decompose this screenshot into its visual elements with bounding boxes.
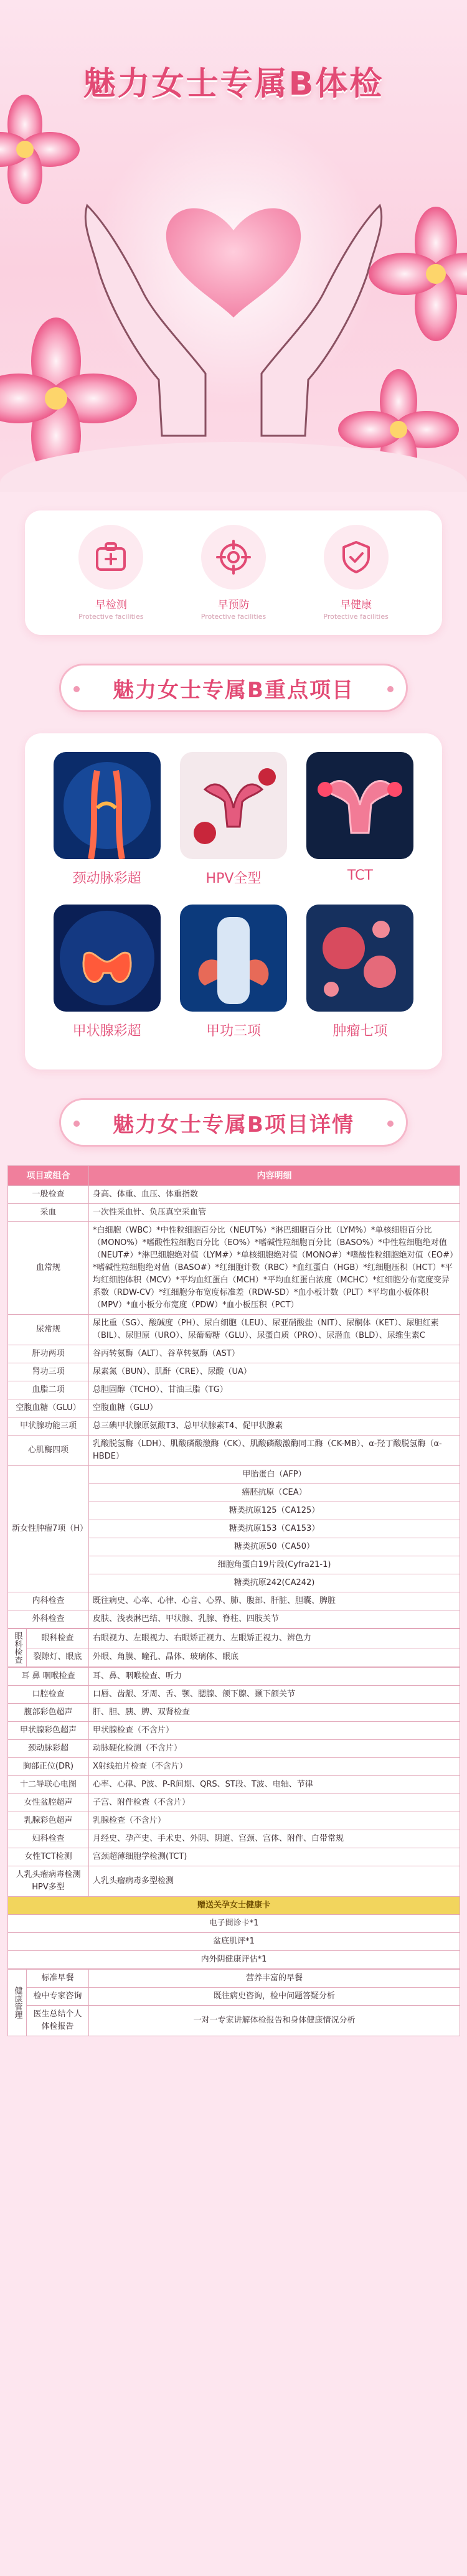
row-category: 妇科检查 (8, 1830, 89, 1848)
benefit-sub: Protective facilities (200, 613, 267, 621)
shield-check-icon (337, 538, 375, 576)
row-content: 外眼、角膜、瞳孔、晶体、玻璃体、眼底 (89, 1648, 460, 1667)
table-row (8, 1915, 460, 1933)
key-item-label: HPV全型 (205, 871, 262, 886)
table-row (8, 1988, 460, 2006)
tumor-item: 糖类抗原125（CA125） (89, 1502, 460, 1520)
table-row (8, 1812, 460, 1830)
row-category: 甲状腺彩色超声 (8, 1722, 89, 1740)
row-content: 身高、体重、血压、体重指数 (89, 1186, 460, 1204)
row-category: 腹部彩色超声 (8, 1704, 89, 1722)
table-row (8, 1686, 460, 1704)
table-row (8, 1629, 460, 1648)
detail-table-2 (7, 1667, 460, 1969)
row-category: 女性盆腔超声 (8, 1794, 89, 1812)
row-category: 颈动脉彩超 (8, 1740, 89, 1758)
tumor-item: 糖类抗原50（CA50） (89, 1538, 460, 1556)
row-category: 乳腺彩色超声 (8, 1812, 89, 1830)
eye-group-label: 眼科检查 (8, 1629, 27, 1667)
table-row (8, 1740, 460, 1758)
tumor-item: 癌胚抗原（CEA） (89, 1484, 460, 1502)
table-row (8, 1776, 460, 1794)
benefits-card (25, 510, 442, 635)
benefit-sub: Protective facilities (78, 613, 144, 621)
table-row (8, 1345, 460, 1363)
row-category: 尿常规 (8, 1315, 89, 1345)
table-row (8, 2006, 460, 2036)
row-content: X射线拍片检查（不含片） (89, 1758, 460, 1776)
benefit-early-detection (61, 525, 161, 621)
row-content: 月经史、孕产史、手术史、外阴、阴道、宫颈、宫体、附件、白带常规 (89, 1830, 460, 1848)
row-category: 耳 鼻 咽喉检查 (8, 1668, 89, 1686)
table-row (8, 1610, 460, 1629)
page-title: 魅力女士专属B体检 (83, 65, 384, 103)
table-header-row (8, 1166, 460, 1186)
table-row (8, 1704, 460, 1722)
key-item-thyroid[interactable] (44, 905, 170, 1057)
table-row (8, 1399, 460, 1417)
table-row (8, 1592, 460, 1610)
row-category: 一般检查 (8, 1186, 89, 1204)
thyroid-function-image (180, 905, 287, 1012)
hero-banner (0, 0, 467, 492)
table-row (8, 1794, 460, 1812)
tumor-cells-image (306, 905, 413, 1012)
detail-table-wrap (7, 1165, 460, 2036)
key-items-title: 魅力女士专属B重点项目 (59, 664, 408, 712)
row-category: 医生总结个人体检报告 (27, 2006, 89, 2036)
row-content: 肝、胆、胰、脾、双肾检查 (89, 1704, 460, 1722)
row-category: 外科检查 (8, 1610, 89, 1629)
table-row (8, 1315, 460, 1345)
row-category: 人乳头瘤病毒检测HPV多型 (8, 1866, 89, 1897)
row-category: 空腹血糖（GLU） (8, 1399, 89, 1417)
key-item-label: 颈动脉彩超 (72, 871, 141, 886)
row-content: 营养丰富的早餐 (89, 1970, 460, 1988)
benefit-early-prevention (184, 525, 283, 621)
row-category: 内科检查 (8, 1592, 89, 1610)
table-row (8, 1417, 460, 1436)
row-content: 空腹血糖（GLU） (89, 1399, 460, 1417)
row-category: 标准早餐 (27, 1970, 89, 1988)
detail-title: 魅力女士专属B项目详情 (59, 1098, 408, 1147)
target-icon (215, 538, 252, 576)
row-content: 既往病史、心率、心律、心音、心界、肺、腹部、肝脏、胆囊、脾脏 (89, 1592, 460, 1610)
detail-table (7, 1165, 460, 1629)
row-content: 总胆固醇（TCHO）、甘油三脂（TG） (89, 1381, 460, 1399)
thyroid-image (54, 905, 161, 1012)
key-item-thyroid-function[interactable] (170, 905, 296, 1057)
gift-title: 赠送关孕女士健康卡 (8, 1897, 460, 1915)
tumor-item: 糖类抗原242(CA242) (89, 1574, 460, 1592)
table-row (8, 1866, 460, 1897)
gift-item: 盆底肌评*1 (8, 1933, 460, 1951)
row-content: 耳、鼻、咽喉检查、听力 (89, 1668, 460, 1686)
table-row (8, 1970, 460, 1988)
table-row (8, 1381, 460, 1399)
row-content: 甲状腺检查（不含片） (89, 1722, 460, 1740)
eye-table (7, 1629, 460, 1667)
row-category: 肾功三项 (8, 1363, 89, 1381)
tumor-item: 细胞角蛋白19片段(Cyfra21-1) (89, 1556, 460, 1574)
row-content: 右眼视力、左眼视力、右眼矫正视力、左眼矫正视力、辨色力 (89, 1629, 460, 1648)
benefit-sub: Protective facilities (323, 613, 389, 621)
header-category: 项目或组合 (8, 1166, 89, 1186)
row-category: 甲状腺功能三项 (8, 1417, 89, 1436)
row-content: 口唇、齿龈、牙周、舌、颚、腮腺、颌下腺、颞下颌关节 (89, 1686, 460, 1704)
key-item-label: TCT (347, 868, 373, 883)
benefit-early-health (306, 525, 406, 621)
benefit-label: 早预防 (217, 599, 250, 611)
table-row (8, 1466, 460, 1484)
table-row (8, 1668, 460, 1686)
table-row (8, 1186, 460, 1204)
row-category: 新女性肿瘤7项（H） (8, 1466, 89, 1592)
first-aid-kit-icon (92, 538, 130, 576)
row-content: 子宫、附件检查（不含片） (89, 1794, 460, 1812)
row-content: 尿素氮（BUN）、肌酐（CRE）、尿酸（UA） (89, 1363, 460, 1381)
row-content: 宫颈超薄细胞学检测(TCT) (89, 1848, 460, 1866)
health-table (7, 1969, 460, 2036)
tumor-item: 糖类抗原153（CA153） (89, 1520, 460, 1538)
row-content: 一次性采血针、负压真空采血管 (89, 1204, 460, 1222)
key-item-hpv[interactable] (170, 752, 296, 905)
row-category: 十二导联心电图 (8, 1776, 89, 1794)
key-item-carotid[interactable] (44, 752, 170, 905)
gift-item: 内外阴健康评估*1 (8, 1951, 460, 1969)
row-category: 采血 (8, 1204, 89, 1222)
row-content: 既往病史咨询，检中问题答疑分析 (89, 1988, 460, 2006)
row-content: 尿比重（SG）、酸碱度（PH）、尿白细胞（LEU）、尿亚硝酸盐（NIT）、尿酮体（KET）、尿胆红素（BIL）、尿胆原（URO）、尿葡萄糖（GLU）、尿蛋白质（PRO）、尿潜血（BLD）、尿维生素C (89, 1315, 460, 1345)
table-row (8, 1363, 460, 1381)
flower-left-top (0, 95, 80, 204)
table-row (8, 1722, 460, 1740)
table-row (8, 1204, 460, 1222)
table-row (8, 1951, 460, 1969)
row-category: 口腔检查 (8, 1686, 89, 1704)
row-content: 人乳头瘤病毒多型检测 (89, 1866, 460, 1897)
row-category: 检中专家咨询 (27, 1988, 89, 2006)
key-item-label: 甲状腺彩超 (72, 1023, 141, 1039)
table-row (8, 1848, 460, 1866)
row-content: *白细胞（WBC）*中性粒细胞百分比（NEUT%）*淋巴细胞百分比（LYM%）*单核细胞百分比（MONO%）*嗜酸性粒细胞百分比（EO%）*嗜碱性粒细胞百分比（BASO%）*中性粒细胞绝对值（NEUT#）*淋巴细胞绝对值（LYM#）*单核细胞绝对值（MONO#）*嗜酸性粒细胞绝对值（EO#）*嗜碱性粒细胞绝对值（BASO#）*红细胞计数（RBC）*血红蛋白（HGB）*红细胞压积（HCT）*平均红细胞体积（MCV）*平均血红蛋白（MCH）*平均血红蛋白浓度（MCHC）*红细胞分布宽度变异系数（RDW-CV）*红细胞分布宽度标准差（RDW-SD）*血小板计数（PLT）*平均血小板体积（MPV）*血小板分布宽度（PDW）*血小板压积（PCT） (89, 1222, 460, 1315)
row-content: 总三碘甲状腺原氨酸T3、总甲状腺素T4、促甲状腺素 (89, 1417, 460, 1436)
uterus-image (180, 752, 287, 859)
tumor-item: 甲胎蛋白（AFP） (89, 1466, 460, 1484)
row-category: 女性TCT检测 (8, 1848, 89, 1866)
health-group-label: 健康管理 (8, 1970, 27, 2036)
table-row (8, 1222, 460, 1315)
row-content: 乳酸脱氢酶（LDH）、肌酸磷酸激酶（CK）、肌酸磷酸激酶同工酶（CK-MB）、α-羟丁酸脱氢酶（α-HBDE） (89, 1436, 460, 1466)
row-category: 肝功两项 (8, 1345, 89, 1363)
row-category: 胸部正位(DR) (8, 1758, 89, 1776)
row-category: 眼科检查 (27, 1629, 89, 1648)
table-row (8, 1436, 460, 1466)
flower-right-mid (369, 207, 467, 341)
header-content: 内容明细 (89, 1166, 460, 1186)
benefit-label: 早检测 (95, 599, 127, 611)
table-row (8, 1758, 460, 1776)
row-category: 心肌酶四项 (8, 1436, 89, 1466)
row-content: 皮肤、浅表淋巴结、甲状腺、乳腺、脊柱、四肢关节 (89, 1610, 460, 1629)
key-item-label: 甲功三项 (205, 1023, 261, 1039)
table-row (8, 1830, 460, 1848)
row-category: 裂隙灯、眼底 (27, 1648, 89, 1667)
gift-item: 电子問诊卡*1 (8, 1915, 460, 1933)
row-category: 血脂二项 (8, 1381, 89, 1399)
key-item-tumor[interactable] (297, 905, 423, 1057)
cervix-image (306, 752, 413, 859)
key-item-label: 肿瘤七项 (333, 1023, 388, 1039)
row-content: 动脉硬化检测（不含片） (89, 1740, 460, 1758)
row-content: 一对一专家讲解体检报告和身体健康情况分析 (89, 2006, 460, 2036)
row-content: 谷丙转氨酶（ALT）、谷草转氨酶（AST） (89, 1345, 460, 1363)
benefit-label: 早健康 (340, 599, 372, 611)
table-row (8, 1648, 460, 1667)
carotid-artery-image (54, 752, 161, 859)
key-item-tct[interactable] (297, 752, 423, 905)
key-items-grid (25, 733, 442, 1069)
row-category: 血常规 (8, 1222, 89, 1315)
gift-header-row (8, 1897, 460, 1915)
table-row (8, 1933, 460, 1951)
row-content: 乳腺检查（不含片） (89, 1812, 460, 1830)
row-content: 心率、心律、P波、P-R间期、QRS、ST段、T波、电轴、节律 (89, 1776, 460, 1794)
